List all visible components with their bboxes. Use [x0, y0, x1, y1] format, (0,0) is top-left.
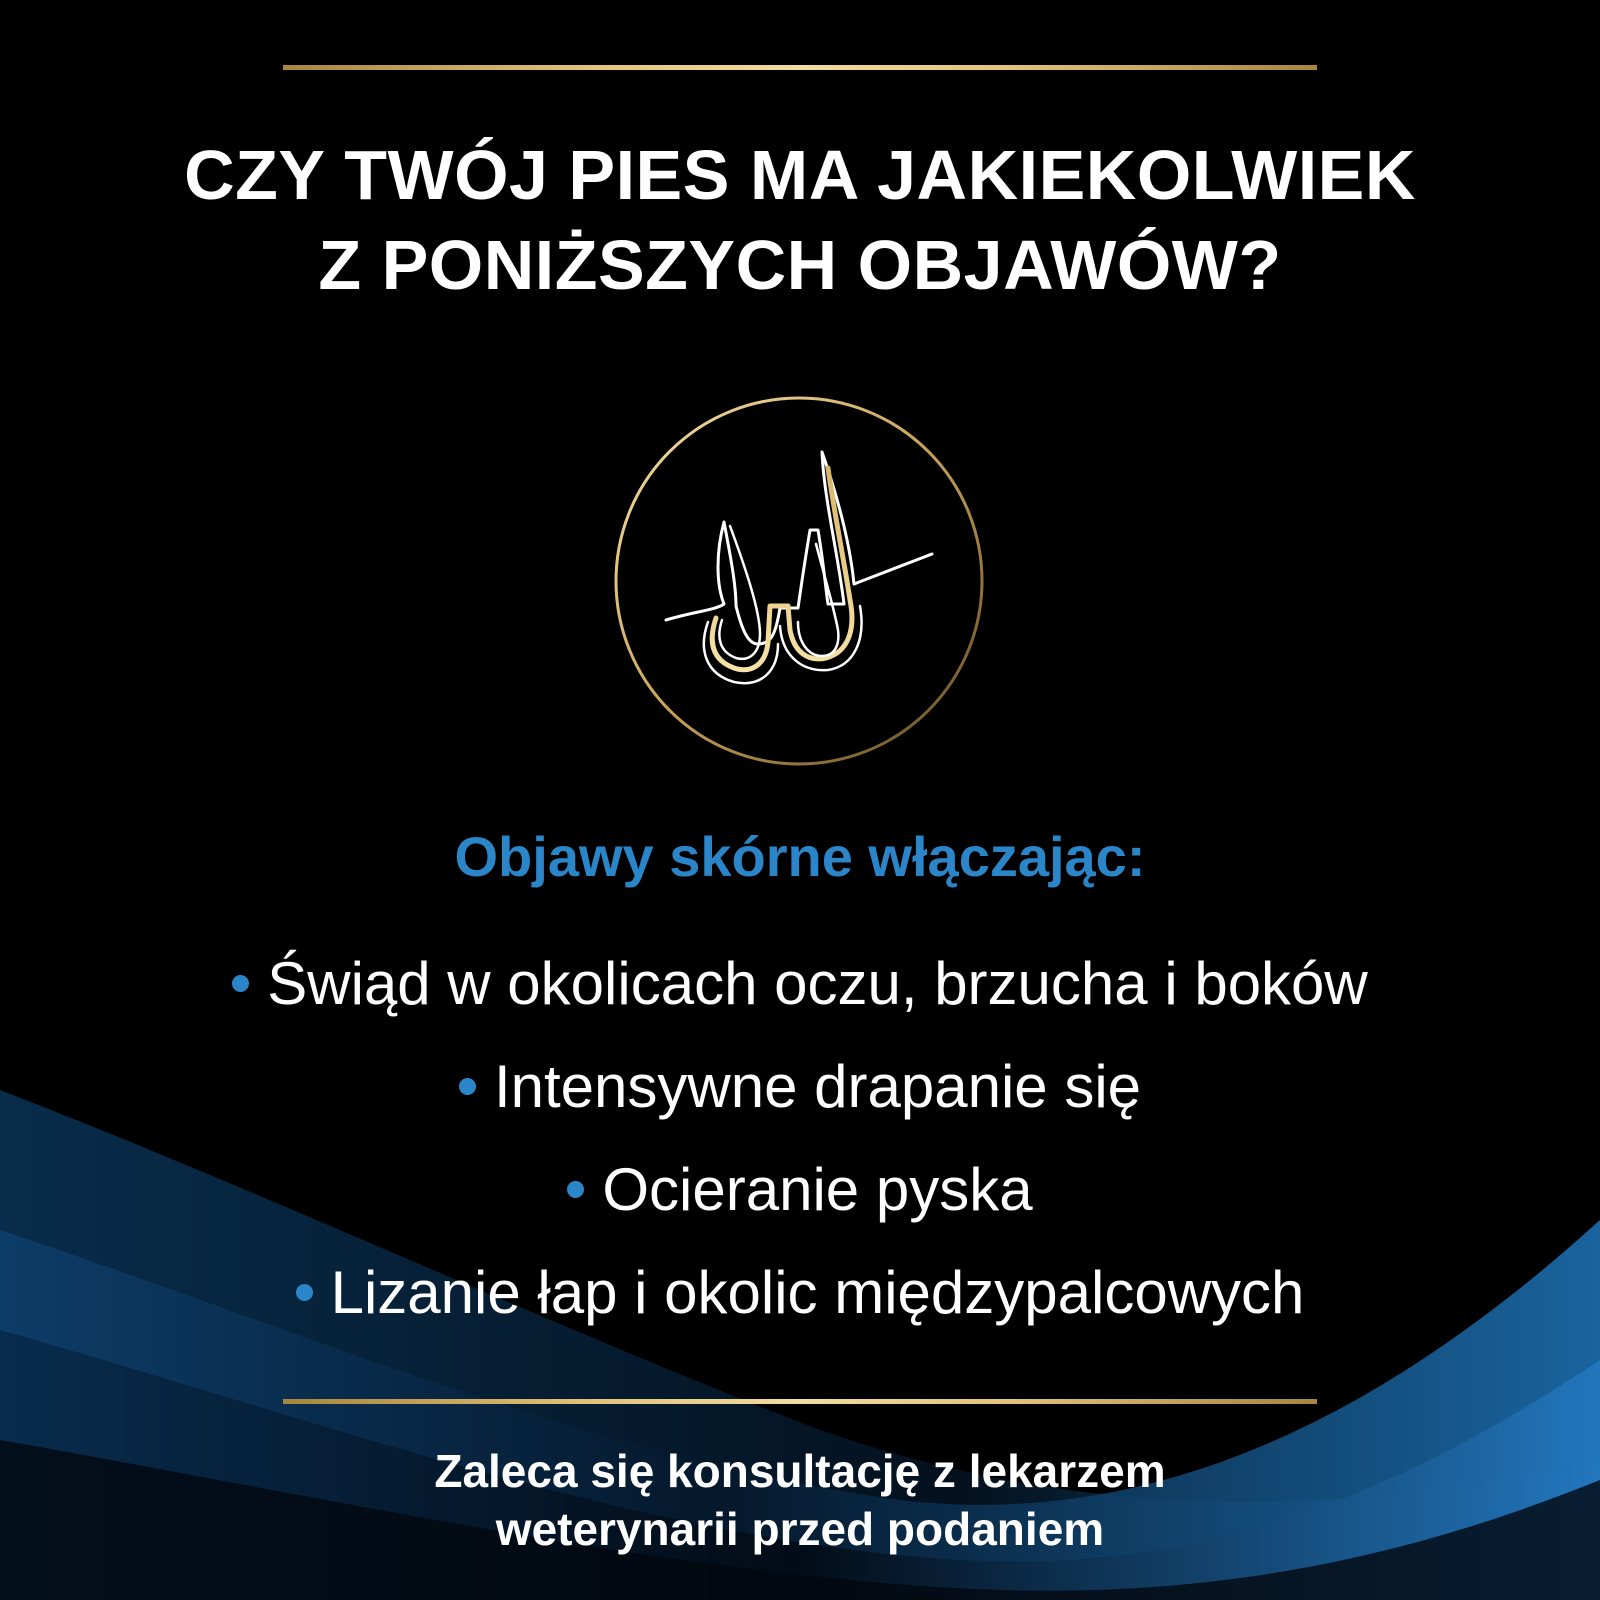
symptom-list	[0, 932, 1600, 1344]
symptom-text: Ocieranie pyska	[602, 1156, 1033, 1223]
list-item	[0, 1138, 1600, 1241]
headline-line-1: CZY TWÓJ PIES MA JAKIEKOLWIEK	[184, 136, 1416, 214]
symptom-text: Intensywne drapanie się	[493, 1053, 1142, 1120]
symptom-text: Świąd w okolicach oczu, brzucha i boków	[267, 950, 1368, 1017]
list-item	[0, 1241, 1600, 1344]
bullet-dot-icon	[296, 1284, 313, 1301]
bullet-dot-icon	[232, 975, 249, 992]
symptoms-subheading: Objawy skórne włączając:	[454, 825, 1146, 888]
list-item	[0, 932, 1600, 1035]
top-gold-divider	[283, 65, 1317, 70]
symptom-text: Lizanie łap i okolic międzypalcowych	[330, 1259, 1305, 1326]
bullet-dot-icon	[567, 1181, 584, 1198]
vet-consultation-note	[0, 1442, 1600, 1558]
bottom-gold-divider	[283, 1399, 1317, 1404]
hair-follicle-icon	[612, 394, 986, 768]
list-item	[0, 1035, 1600, 1138]
bullet-dot-icon	[459, 1078, 476, 1095]
headline-line-2: Z PONIŻSZYCH OBJAWÓW?	[318, 226, 1282, 304]
footer-line-1: Zaleca się konsultację z lekarzem	[434, 1445, 1166, 1497]
headline	[0, 130, 1600, 310]
footer-line-2: weterynarii przed podaniem	[495, 1503, 1105, 1555]
